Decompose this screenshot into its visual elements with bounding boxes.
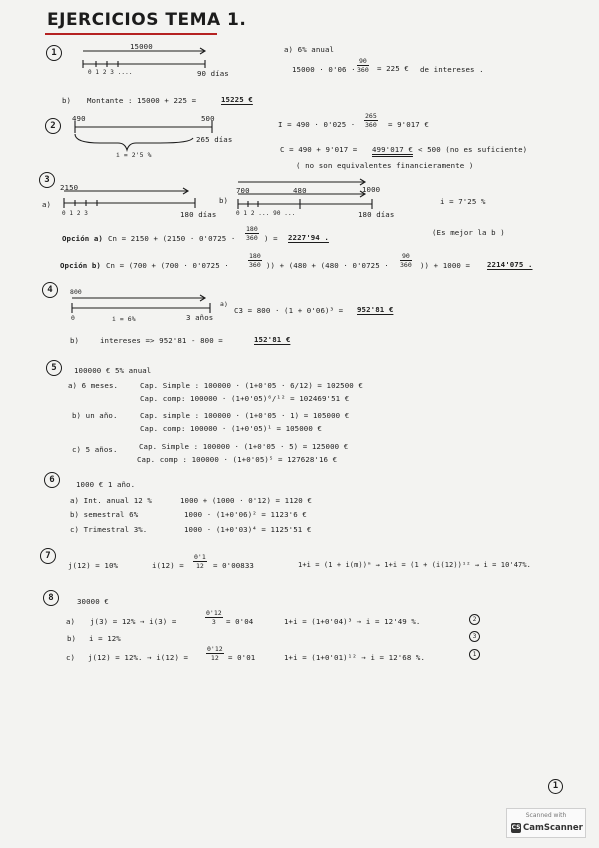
ex5-a-simple: Cap. Simple : 100000 · (1+0'05 · 6/12) = 102500 € [140, 381, 363, 390]
ex3-opb-mid: )) + (480 + (480 · 0'0725 · [266, 261, 389, 270]
ex3-b-right: 1000 [362, 185, 381, 194]
ex7-i-left: i(12) = [152, 561, 184, 570]
ex2-i-result: = 9'017 € [388, 120, 429, 129]
ex4-a-label: a) [220, 300, 228, 308]
ex8-a-result: = 0'04 [226, 617, 254, 626]
ex2-i-fraction: $\frac{265}{360}$ [365, 112, 377, 129]
ex3-a-ticks: 0 1 2 3 [62, 210, 88, 217]
ex8-c-result: = 0'01 [228, 653, 256, 662]
ex3-b-label: b) [219, 196, 229, 205]
ex8-b-label: b) [67, 634, 77, 643]
ex3-a-amount: 2150 [60, 183, 79, 192]
ex4-zero: 0 [71, 314, 75, 322]
ex7-chain: 1+i = (1 + i(m))ᵐ → 1+i = (1 + (i(12))¹² → i = 10'47%. [298, 561, 531, 569]
ex1-a-calc: 15000 · 0'06 · [292, 65, 356, 74]
ex3-a-label: a) [42, 200, 52, 209]
ex8-c-fraction: $\frac{0'12}{12}$ [207, 645, 223, 662]
ex1-amount: 15000 [130, 42, 153, 51]
ex6-a-label: a) Int. anual 12 % [70, 496, 152, 505]
ex1-ticks: 0 1 2 3 .... [88, 69, 133, 76]
ex6-b-label: b) semestral 6% [70, 510, 139, 519]
ex7-j: j(12) = 10% [68, 561, 119, 570]
ex4-b-calc: intereses => 952'81 - 800 = [100, 336, 223, 345]
ex2-days: 265 días [196, 135, 233, 144]
ex3-a-days: 180 días [180, 210, 217, 219]
ex3-b-left: 700 [236, 186, 250, 195]
ex1-a-tail: de intereses . [420, 65, 484, 74]
ex4-number: 4 [42, 282, 58, 298]
camscanner-badge [506, 808, 586, 838]
ex3-opb-result: 2214'075 . [487, 260, 533, 269]
ex2-left: 490 [72, 114, 86, 123]
ex3-number: 3 [39, 172, 55, 188]
ex3-best-note: (Es mejor la b ) [432, 228, 505, 237]
ex7-i-result: = 0'00833 [213, 561, 254, 570]
ex8-a-rank: 2 [469, 614, 480, 625]
ex5-header: 100000 € 5% anual [74, 366, 152, 375]
ex3-opa-result: 2227'94 . [288, 233, 329, 242]
page-number: 1 [548, 779, 563, 794]
ex1-days: 90 días [197, 69, 229, 78]
ex8-c-chain: 1+i = (1+0'01)¹² → i = 12'68 %. [284, 653, 426, 662]
camscanner-logo-icon: CS [511, 824, 521, 831]
ex4-b-label: b) [70, 336, 80, 345]
ex4-amount: 800 [70, 288, 82, 296]
ex6-number: 6 [44, 472, 60, 488]
ex1-number: 1 [46, 45, 62, 61]
ex2-number: 2 [45, 118, 61, 134]
ex8-a-chain: 1+i = (1+0'04)³ → i = 12'49 %. [284, 617, 421, 626]
ex2-c-line: C = 490 + 9'017 = [280, 145, 358, 154]
ex1-b-result: 15225 € [221, 95, 253, 104]
ex5-a-comp: Cap. comp: 100000 · (1+0'05)⁶/¹² = 102469'51 € [140, 394, 350, 403]
ex5-c-comp: Cap. comp : 100000 · (1+0'05)⁵ = 127628'16 € [137, 455, 338, 464]
page-title: EJERCICIOS TEMA 1. [47, 10, 247, 30]
ex8-b-text: i = 12% [89, 634, 121, 643]
ex1-a-label: a) 6% anual [284, 45, 335, 54]
ex2-note: ( no son equivalentes financieramente ) [296, 161, 474, 170]
ex6-header: 1000 € 1 año. [76, 480, 136, 489]
ex1-a-result: = 225 € [377, 64, 409, 73]
ex6-c-calc: 1000 · (1+0'03)⁴ = 1125'51 € [184, 525, 312, 534]
ex8-a-fraction: $\frac{0'12}{3}$ [206, 609, 222, 626]
ex8-c-j: j(12) = 12%. → i(12) = [88, 653, 189, 662]
ex8-c-label: c) [66, 653, 76, 662]
ex7-number: 7 [40, 548, 56, 564]
ex3-opb-fraction-1: $\frac{180}{360}$ [249, 252, 261, 269]
ex5-c-label: c) 5 años. [72, 445, 118, 454]
ex4-a-result: 952'81 € [357, 305, 394, 314]
ex3-opb-label: Opción b) [60, 261, 101, 270]
ex4-rate: i = 6% [112, 315, 136, 323]
ex5-b-simple: Cap. simple : 100000 · (1+0'05 · 1) = 105000 € [140, 411, 350, 420]
ex8-a-label: a) [66, 617, 76, 626]
ex8-number: 8 [43, 590, 59, 606]
ex3-opb-calc: Cn = (700 + (700 · 0'0725 · [106, 261, 229, 270]
ex3-opa-calc: Cn = 2150 + (2150 · 0'0725 · [108, 234, 236, 243]
ex1-a-fraction: $\frac{90}{360}$ [357, 57, 369, 74]
ex2-i-calc: I = 490 · 0'025 · [278, 120, 356, 129]
ex5-c-simple: Cap. Simple : 100000 · (1+0'05 · 5) = 125000 € [139, 442, 349, 451]
ex7-fraction: $\frac{0'1}{12}$ [194, 553, 206, 570]
ex2-c-result: 499'017 € [372, 145, 413, 154]
ex2-c-tail: < 500 (no es suficiente) [418, 145, 528, 154]
ex4-b-result: 152'81 € [254, 335, 291, 344]
camscanner-brand: CamScanner [523, 823, 583, 833]
ex3-opa-mid: ) = [264, 234, 278, 243]
ex5-b-label: b) un año. [72, 411, 118, 420]
ex3-opa-fraction: $\frac{180}{360}$ [246, 225, 258, 242]
ex3-b-ticks: 0 1 2 ... 90 ... [236, 210, 296, 217]
ex6-a-calc: 1000 + (1000 · 0'12) = 1120 € [180, 496, 312, 505]
ex8-c-rank: 1 [469, 649, 480, 660]
ex3-b-mid: 480 [293, 186, 307, 195]
ex3-opb-fraction-2: $\frac{90}{360}$ [400, 252, 412, 269]
ex6-c-label: c) Trimestral 3%. [70, 525, 148, 534]
ex2-right: 500 [201, 114, 215, 123]
ex8-b-rank: 3 [469, 631, 480, 642]
ex3-rate: i = 7'25 % [440, 197, 486, 206]
ex5-a-label: a) 6 meses. [68, 381, 119, 390]
ex4-years: 3 años [186, 313, 214, 322]
ex4-a-calc: C3 = 800 · (1 + 0'06)³ = [234, 306, 344, 315]
ex6-b-calc: 1000 · (1+0'06)² = 1123'6 € [184, 510, 307, 519]
scanned-with-label: Scanned with [525, 812, 567, 819]
ex8-a-j: j(3) = 12% → i(3) = [90, 617, 177, 626]
ex2-rate: i = 2'5 % [116, 151, 152, 159]
ex1-b-label: b) [62, 96, 72, 105]
ex3-opb-right: )) + 1000 = [420, 261, 471, 270]
ex1-b-text: Montante : 15000 + 225 = [87, 96, 197, 105]
ex5-b-comp: Cap. comp: 100000 · (1+0'05)¹ = 105000 € [140, 424, 322, 433]
ex5-number: 5 [46, 360, 62, 376]
ex3-b-days: 180 días [358, 210, 395, 219]
ex3-opa-label: Opción a) [62, 234, 103, 243]
ex8-header: 30000 € [77, 597, 109, 606]
